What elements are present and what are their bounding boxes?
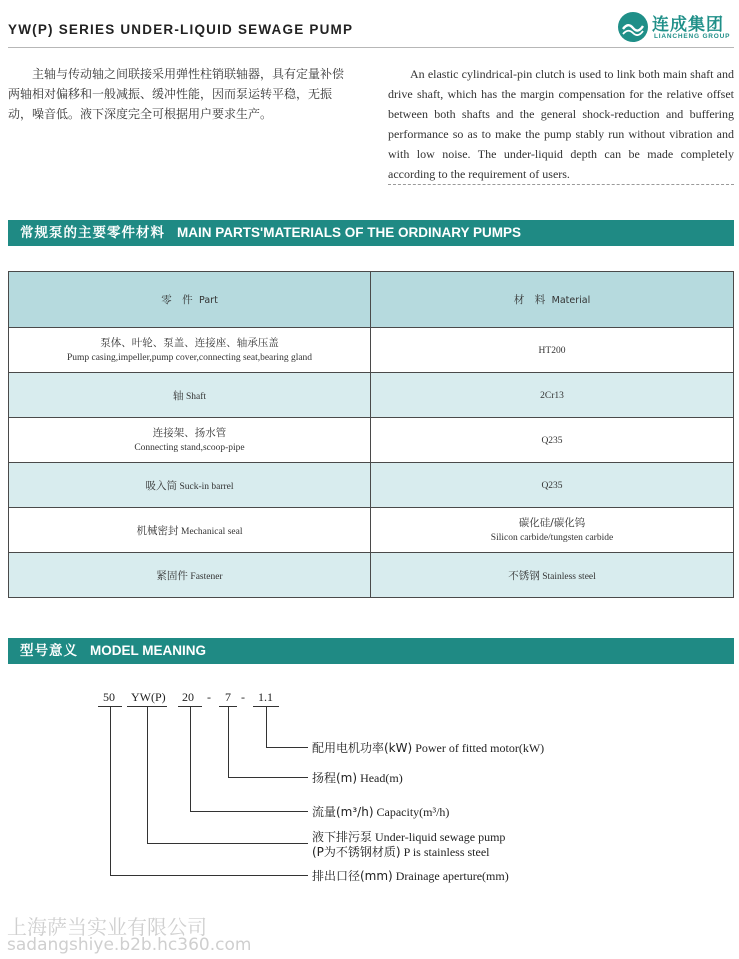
material-cell: Q235 <box>371 463 734 508</box>
model-section-title-en: MODEL MEANING <box>90 643 207 658</box>
intro-divider <box>388 184 734 185</box>
code-head: 7 <box>225 690 231 704</box>
part-cell: 吸入筒 Suck-in barrel <box>9 463 371 508</box>
watermark-company: 上海萨当实业有限公司 <box>7 915 207 939</box>
intro-text-cn: 主轴与传动轴之间联接采用弹性柱销联轴器，具有定量补偿两轴相对偏移和一般减振、缓冲性能，因而泵运转平稳，无振动，噪音低。液下深度完全可根据用户要求生产。 <box>8 67 345 121</box>
header-divider <box>8 47 734 48</box>
leader-power-v <box>266 706 267 747</box>
leader-capacity-h <box>190 811 308 812</box>
table-row <box>9 463 734 508</box>
model-code-diagram <box>0 680 739 890</box>
part-cell: 连接架、扬水管 Connecting stand,scoop-pipe <box>9 418 371 463</box>
leader-capacity-v <box>190 706 191 811</box>
label-series-note: (P为不锈钢材质) P is stainless steel <box>312 845 490 859</box>
page-title: YW(P) SERIES UNDER-LIQUID SEWAGE PUMP <box>8 22 354 37</box>
parts-section-title-en: MAIN PARTS'MATERIALS OF THE ORDINARY PUMPS <box>177 225 521 240</box>
material-cell: 不锈钢 Stainless steel <box>371 553 734 598</box>
table-row <box>9 328 734 373</box>
part-cell: 机械密封 Mechanical seal <box>9 508 371 553</box>
code-capacity: 20 <box>182 690 194 704</box>
column-header-part: 零 件 Part <box>9 272 371 328</box>
table-row <box>9 418 734 463</box>
parts-section-header <box>8 220 734 246</box>
column-header-material: 材 料 Material <box>371 272 734 328</box>
parts-materials-table <box>8 271 734 598</box>
label-capacity: 流量(m³/h) Capacity(m³/h) <box>312 805 450 819</box>
material-cell: Q235 <box>371 418 734 463</box>
leader-head-h <box>228 777 308 778</box>
code-series: YW(P) <box>131 690 166 704</box>
table-row <box>9 373 734 418</box>
model-section-header <box>8 638 734 664</box>
material-cell: HT200 <box>371 328 734 373</box>
model-section-title-cn: 型号意义 <box>20 643 78 659</box>
leader-size-v <box>110 706 111 875</box>
label-size: 排出口径(mm) Drainage aperture(mm) <box>312 869 509 883</box>
logo-wave-icon <box>618 12 648 42</box>
company-logo <box>618 10 734 44</box>
part-cell: 轴 Shaft <box>9 373 371 418</box>
leader-power-h <box>266 747 308 748</box>
material-cell: 碳化硅/碳化钨 Silicon carbide/tungsten carbide <box>371 508 734 553</box>
leader-head-v <box>228 706 229 777</box>
label-series: 液下排污泵 Under-liquid sewage pump <box>312 830 506 844</box>
part-cell: 泵体、叶轮、泵盖、连接座、轴承压盖 Pump casing,impeller,pump cover,connecting seat,bearing gland <box>9 328 371 373</box>
code-dash-1: - <box>207 690 211 704</box>
watermark-url: sadangshiye.b2b.hc360.com <box>7 935 252 955</box>
leader-series-h <box>147 843 308 844</box>
part-cell: 紧固件 Fastener <box>9 553 371 598</box>
label-head: 扬程(m) Head(m) <box>312 771 403 785</box>
leader-series-v <box>147 706 148 843</box>
leader-size-h <box>110 875 308 876</box>
code-dash-2: - <box>241 690 245 704</box>
code-power: 1.1 <box>258 690 273 704</box>
table-row <box>9 508 734 553</box>
logo-text-cn: 连成集团 <box>652 15 724 35</box>
table-header-row <box>9 272 734 328</box>
intro-text-en: An elastic cylindrical-pin clutch is used to link both main shaft and drive shaft, which has the margin compensation for the relative offset between both shafts and the general shock-reduction and buffering performance so as to make the pump stably run without vibration and with low noise. The under-liquid depth can be made completely according to the requirement of users. <box>388 67 734 181</box>
parts-section-title-cn: 常规泵的主要零件材料 <box>20 225 165 241</box>
logo-text-en: LIANCHENG GROUP <box>654 33 731 40</box>
table-row <box>9 553 734 598</box>
code-size: 50 <box>103 690 115 704</box>
label-power: 配用电机功率(kW) Power of fitted motor(kW) <box>312 741 545 755</box>
material-cell: 2Cr13 <box>371 373 734 418</box>
